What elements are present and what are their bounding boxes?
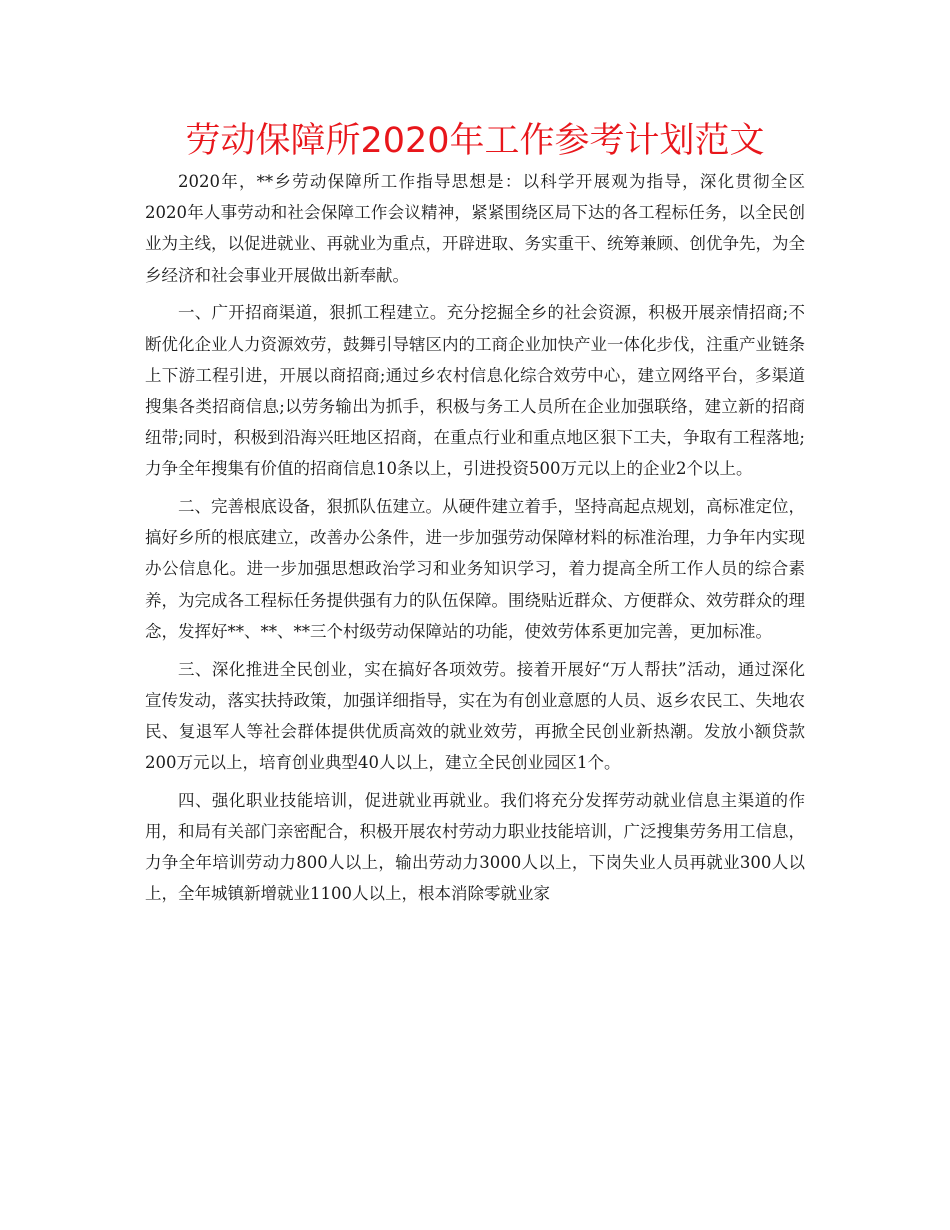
paragraph-section-3: 三、深化推进全民创业，实在搞好各项效劳。接着开展好“万人帮扶”活动，通过深化宣传发动，落实扶持政策，加强详细指导，实在为有创业意愿的人员、返乡农民工、失地农民、复退军人等社会群体提供优质高效的就业效劳，再掀全民创业新热潮。发放小额贷款200万元以上，培育创业典型40人以上，建立全民创业园区1个。	[145, 659, 805, 773]
paragraph-intro: 2020年，**乡劳动保障所工作指导思想是：以科学开展观为指导，深化贯彻全区2020年人事劳动和社会保障工作会议精神，紧紧围绕区局下达的各工程标任务，以全民创业为主线，以促进就业、再就业为重点，开辟进取、务实重干、统筹兼顾、创优争先，为全乡经济和社会事业开展做出新奉献。	[145, 172, 805, 285]
paragraph-section-1: 一、广开招商渠道，狠抓工程建立。充分挖掘全乡的社会资源，积极开展亲情招商;不断优化企业人力资源效劳，鼓舞引导辖区内的工商企业加快产业一体化步伐，注重产业链条上下游工程引进，开展以商招商;通过乡农村信息化综合效劳中心，建立网络平台，多渠道搜集各类招商信息;以劳务输出为抓手，积极与务工人员所在企业加强联络，建立新的招商纽带;同时，积极到沿海兴旺地区招商，在重点行业和重点地区狠下工夫，争取有工程落地;力争全年搜集有价值的招商信息10条以上，引进投资500万元以上的企业2个以上。	[145, 303, 805, 479]
document-body	[145, 166, 805, 910]
document-title: 劳动保障所2020年工作参考计划范文	[185, 121, 765, 161]
paragraph-section-2: 二、完善根底设备，狠抓队伍建立。从硬件建立着手，坚持高起点规划，高标准定位，搞好乡所的根底建立，改善办公条件，进一步加强劳动保障材料的标准治理，力争年内实现办公信息化。进一步加强思想政治学习和业务知识学习，着力提高全所工作人员的综合素养，为完成各工程标任务提供强有力的队伍保障。围绕贴近群众、方便群众、效劳群众的理念，发挥好**、**、**三个村级劳动保障站的功能，使效劳体系更加完善，更加标准。	[145, 497, 805, 641]
paragraph-section-4: 四、强化职业技能培训，促进就业再就业。我们将充分发挥劳动就业信息主渠道的作用，和局有关部门亲密配合，积极开展农村劳动力职业技能培训，广泛搜集劳务用工信息，力争全年培训劳动力800人以上，输出劳动力3000人以上，下岗失业人员再就业300人以上，全年城镇新增就业1100人以上，根本消除零就业家	[145, 790, 805, 904]
